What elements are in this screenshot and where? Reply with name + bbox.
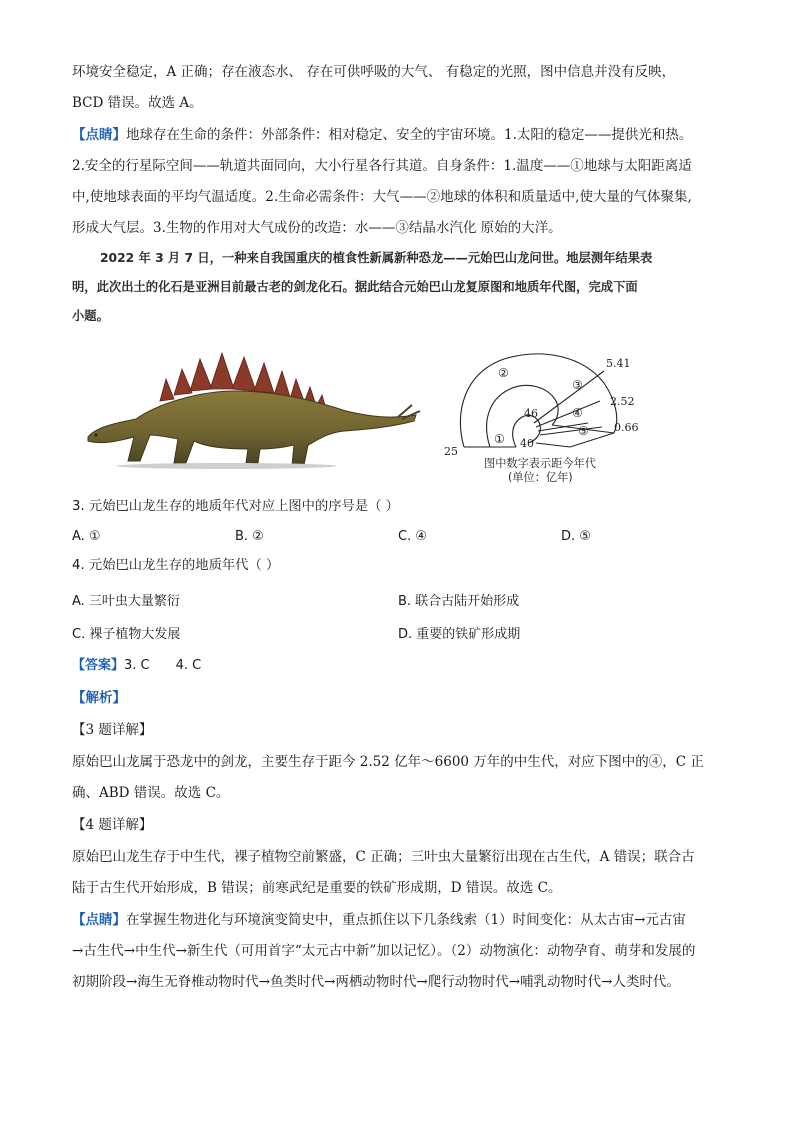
analysis-tag: 【解析】: [72, 690, 126, 706]
figure-caption-1: 图中数字表示距今年代: [484, 457, 596, 470]
tip2-line-1: 在掌握生物进化与环境演变简史中，重点抓住以下几条线索（1）时间变化：从太古宙→元古宙: [126, 912, 686, 928]
label-40: 40: [520, 437, 534, 450]
q4-option-b[interactable]: B. 联合古陆开始形成: [398, 594, 520, 609]
question-3: 3. 元始巴山龙生存的地质年代对应上图中的序号是（ ）: [72, 499, 399, 514]
q3-option-c[interactable]: C. ④: [398, 529, 427, 544]
region-4-label: ④: [572, 406, 583, 420]
answer-line: [72, 656, 724, 676]
detail-4-title: 【4 题详解】: [72, 817, 153, 833]
q3-option-d[interactable]: D. ⑤: [561, 529, 591, 544]
question-4-options-row-1: [72, 590, 724, 609]
question-3-options: [72, 529, 724, 544]
detail-3-paragraph: [72, 752, 724, 803]
q4-option-c[interactable]: C. 裸子植物大发展: [72, 627, 181, 642]
intro-line-1: 环境安全稳定，A 正确；存在液态水、 存在可供呼吸的大气、 有稳定的光照，图中信息并没有反映，: [72, 64, 676, 80]
label-2-52: 2.52: [610, 395, 635, 408]
geologic-time-spiral-diagram: [424, 343, 704, 483]
answer-4: 4. C: [175, 658, 202, 673]
detail-4-line-2: 陆于古生代开始形成，B 错误；前寒武纪是重要的铁矿形成期，D 错误。故选 C。: [72, 880, 562, 896]
analysis-heading: [72, 688, 724, 708]
detail-4-line-1: 原始巴山龙生存于中生代，裸子植物空前繁盛，C 正确；三叶虫大量繁衍出现在古生代，A 错误；联合古: [72, 849, 695, 865]
tip-paragraph-2: [72, 910, 724, 992]
detail-4-paragraph: [72, 847, 724, 898]
tip1-line-2: 2.安全的行星际空间——轨道共面同向，大小行星各行其道。自身条件：1.温度——①地球与太阳距离适: [72, 158, 692, 174]
tip1-line-4: 形成大气层。3.生物的作用对大气成份的改造：水——③结晶水汽化 原始的大洋。: [72, 220, 562, 236]
stegosaurus-illustration: [76, 349, 426, 469]
figure-row: [72, 343, 724, 483]
label-25: 25: [444, 445, 458, 458]
intro-paragraph: [72, 62, 724, 113]
label-0-66: 0.66: [614, 421, 639, 434]
question-4: 4. 元始巴山龙生存的地质年代（ ）: [72, 558, 280, 573]
figure-caption-2: (单位：亿年): [508, 471, 573, 483]
tip1-line-1: 地球存在生命的条件：外部条件：相对稳定、安全的宇宙环境。1.太阳的稳定——提供光和热。: [126, 127, 693, 143]
region-2-label: ②: [498, 366, 509, 380]
region-1-label: ①: [494, 432, 505, 446]
question-stem: [72, 248, 724, 327]
intro-line-2: BCD 错误。故选 A。: [72, 95, 203, 111]
tip-tag: 【点睛】: [72, 127, 126, 143]
tip2-line-2: →古生代→中生代→新生代（可用首字“太元古中新”加以记忆）。（2）动物演化：动物孕育、萌芽和发展的: [72, 943, 696, 959]
detail-3-title: 【3 题详解】: [72, 722, 153, 738]
q3-option-a[interactable]: A. ①: [72, 529, 101, 544]
answer-tag: 【答案】: [72, 658, 125, 673]
region-3-label: ③: [572, 378, 583, 392]
q4-option-d[interactable]: D. 重要的铁矿形成期: [398, 627, 521, 642]
q4-option-a[interactable]: A. 三叶虫大量繁衍: [72, 594, 180, 609]
stem-line-3: 小题。: [72, 309, 109, 323]
question-4-options-row-2: [72, 623, 724, 642]
document-page: [72, 62, 724, 992]
q3-option-b[interactable]: B. ②: [235, 529, 264, 544]
stem-line-1: 2022 年 3 月 7 日，一种来自我国重庆的植食性新属新种恐龙——元始巴山龙问世。地层测年结果表: [100, 251, 653, 265]
detail-3-line-2: 确、ABD 错误。故选 C。: [72, 785, 230, 801]
detail-3-line-1: 原始巴山龙属于恐龙中的剑龙，主要生存于距今 2.52 亿年～6600 万年的中生代，对应下图中的④，C 正: [72, 754, 704, 770]
tip-paragraph-1: [72, 125, 724, 238]
tip1-line-3: 中,使地球表面的平均气温适度。2.生命必需条件：大气——②地球的体积和质量适中,使大量的气体聚集,: [72, 189, 692, 205]
region-5-label: ⑤: [578, 424, 589, 438]
label-46: 46: [524, 407, 538, 420]
stem-line-2: 明，此次出土的化石是亚洲目前最古老的剑龙化石。据此结合元始巴山龙复原图和地质年代图，完成下面: [72, 280, 638, 294]
tip2-line-3: 初期阶段→海生无脊椎动物时代→鱼类时代→两栖动物时代→爬行动物时代→哺乳动物时代→人类时代。: [72, 974, 680, 990]
answer-3: 3. C: [124, 658, 150, 673]
tip2-tag: 【点睛】: [72, 912, 126, 928]
label-5-41: 5.41: [606, 357, 631, 370]
